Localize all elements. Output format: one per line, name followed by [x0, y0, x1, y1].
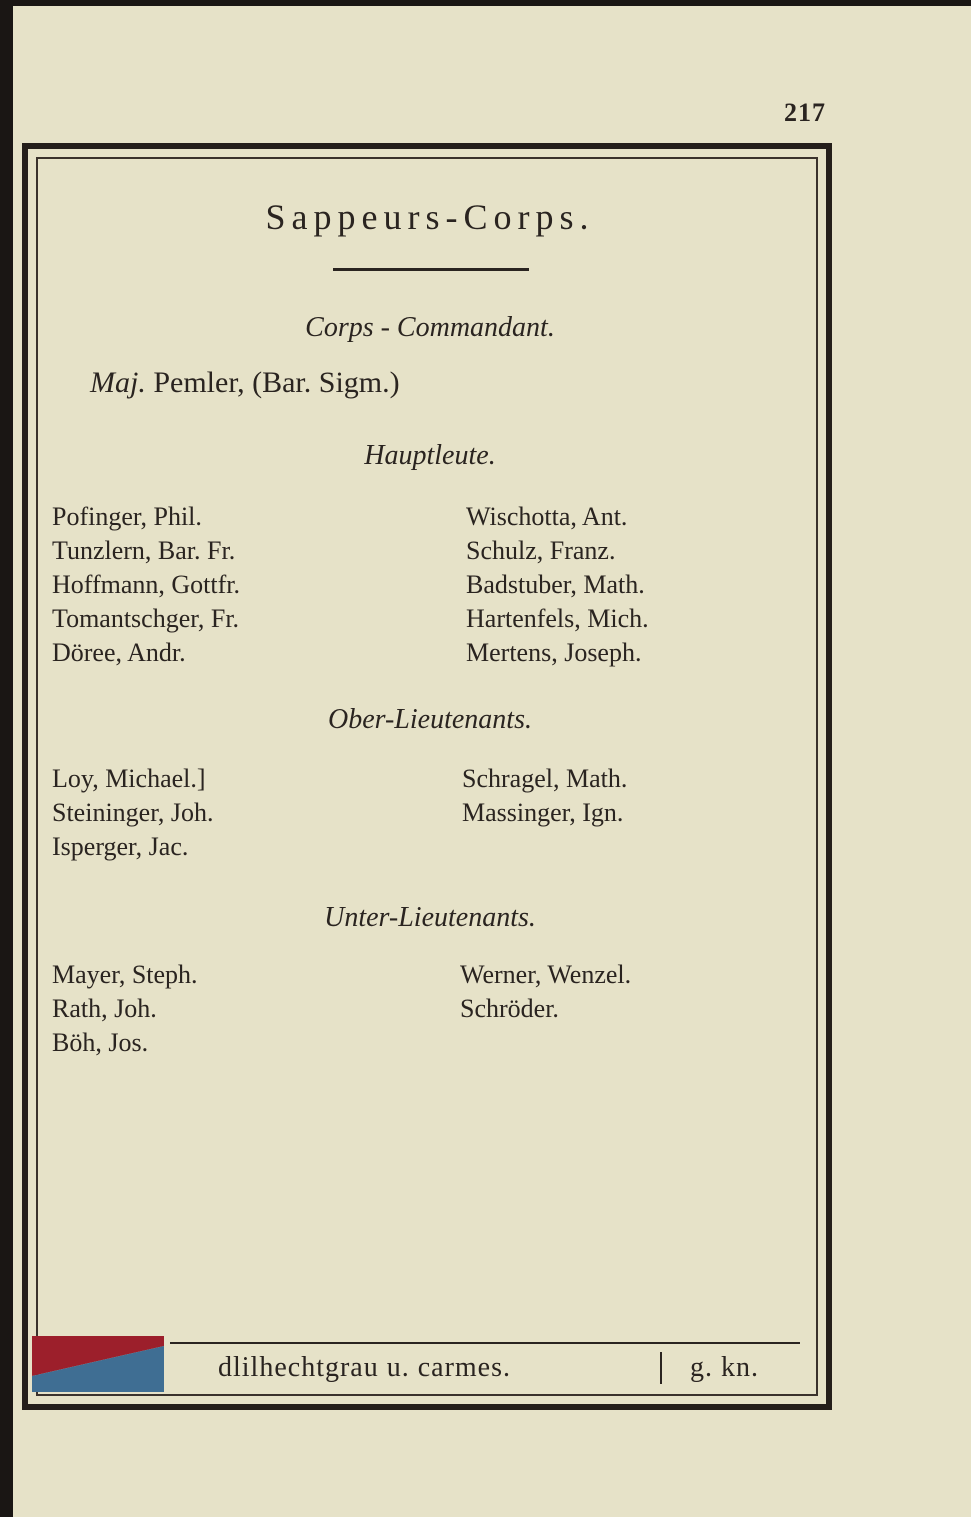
list-item: Steininger, Joh. — [52, 798, 214, 827]
uniform-color-swatch — [32, 1336, 164, 1392]
list-item: Tomantschger, Fr. — [52, 604, 240, 633]
list-item: Pofinger, Phil. — [52, 502, 202, 531]
list-item: Döree, Andr. — [52, 638, 186, 667]
hauptleute-left-list — [52, 500, 240, 670]
list-item: Hartenfels, Mich. — [466, 604, 649, 633]
list-item: Massinger, Ign. — [462, 798, 624, 827]
list-item: Isperger, Jac. — [52, 832, 189, 861]
heading-unter-lieutenants: Unter-Lieutenants. — [324, 902, 536, 933]
commander-entry — [90, 366, 400, 400]
list-item: Böh, Jos. — [52, 1028, 149, 1057]
list-item: Mayer, Steph. — [52, 960, 198, 989]
footer-separator — [660, 1352, 662, 1384]
list-item: Tunzlern, Bar. Fr. — [52, 536, 236, 565]
list-item: Rath, Joh. — [52, 994, 157, 1023]
commander-rank: Maj. — [90, 366, 146, 399]
list-item: Badstuber, Math. — [466, 570, 645, 599]
page-edge-top — [0, 0, 971, 6]
heading-hauptleute: Hauptleute. — [364, 440, 496, 471]
button-description: g. kn. — [690, 1352, 759, 1383]
ober-lieutenants-left-list — [52, 762, 213, 864]
list-item: Wischotta, Ant. — [466, 502, 628, 531]
heading-ober-lieutenants: Ober-Lieutenants. — [328, 704, 532, 735]
heading-corps-commandant: Corps - Commandant. — [305, 312, 555, 343]
commander-name: Pemler, (Bar. Sigm.) — [153, 366, 400, 399]
list-item: Loy, Michael.] — [52, 764, 206, 793]
list-item: Schröder. — [460, 994, 559, 1023]
ober-lieutenants-right-list — [462, 762, 627, 830]
list-item: Mertens, Joseph. — [466, 638, 642, 667]
list-item: Schulz, Franz. — [466, 536, 616, 565]
uniform-description: dlilhechtgrau u. carmes. — [218, 1352, 512, 1383]
list-item: Schragel, Math. — [462, 764, 628, 793]
hauptleute-right-list — [466, 500, 649, 670]
unter-lieutenants-right-list — [460, 958, 631, 1026]
title-divider — [333, 268, 529, 271]
list-item: Werner, Wenzel. — [460, 960, 632, 989]
footer-divider — [170, 1342, 800, 1344]
unter-lieutenants-left-list — [52, 958, 198, 1060]
list-item: Hoffmann, Gottfr. — [52, 570, 240, 599]
page-title: Sappeurs-Corps. — [265, 197, 595, 237]
page-number: 217 — [784, 98, 826, 127]
